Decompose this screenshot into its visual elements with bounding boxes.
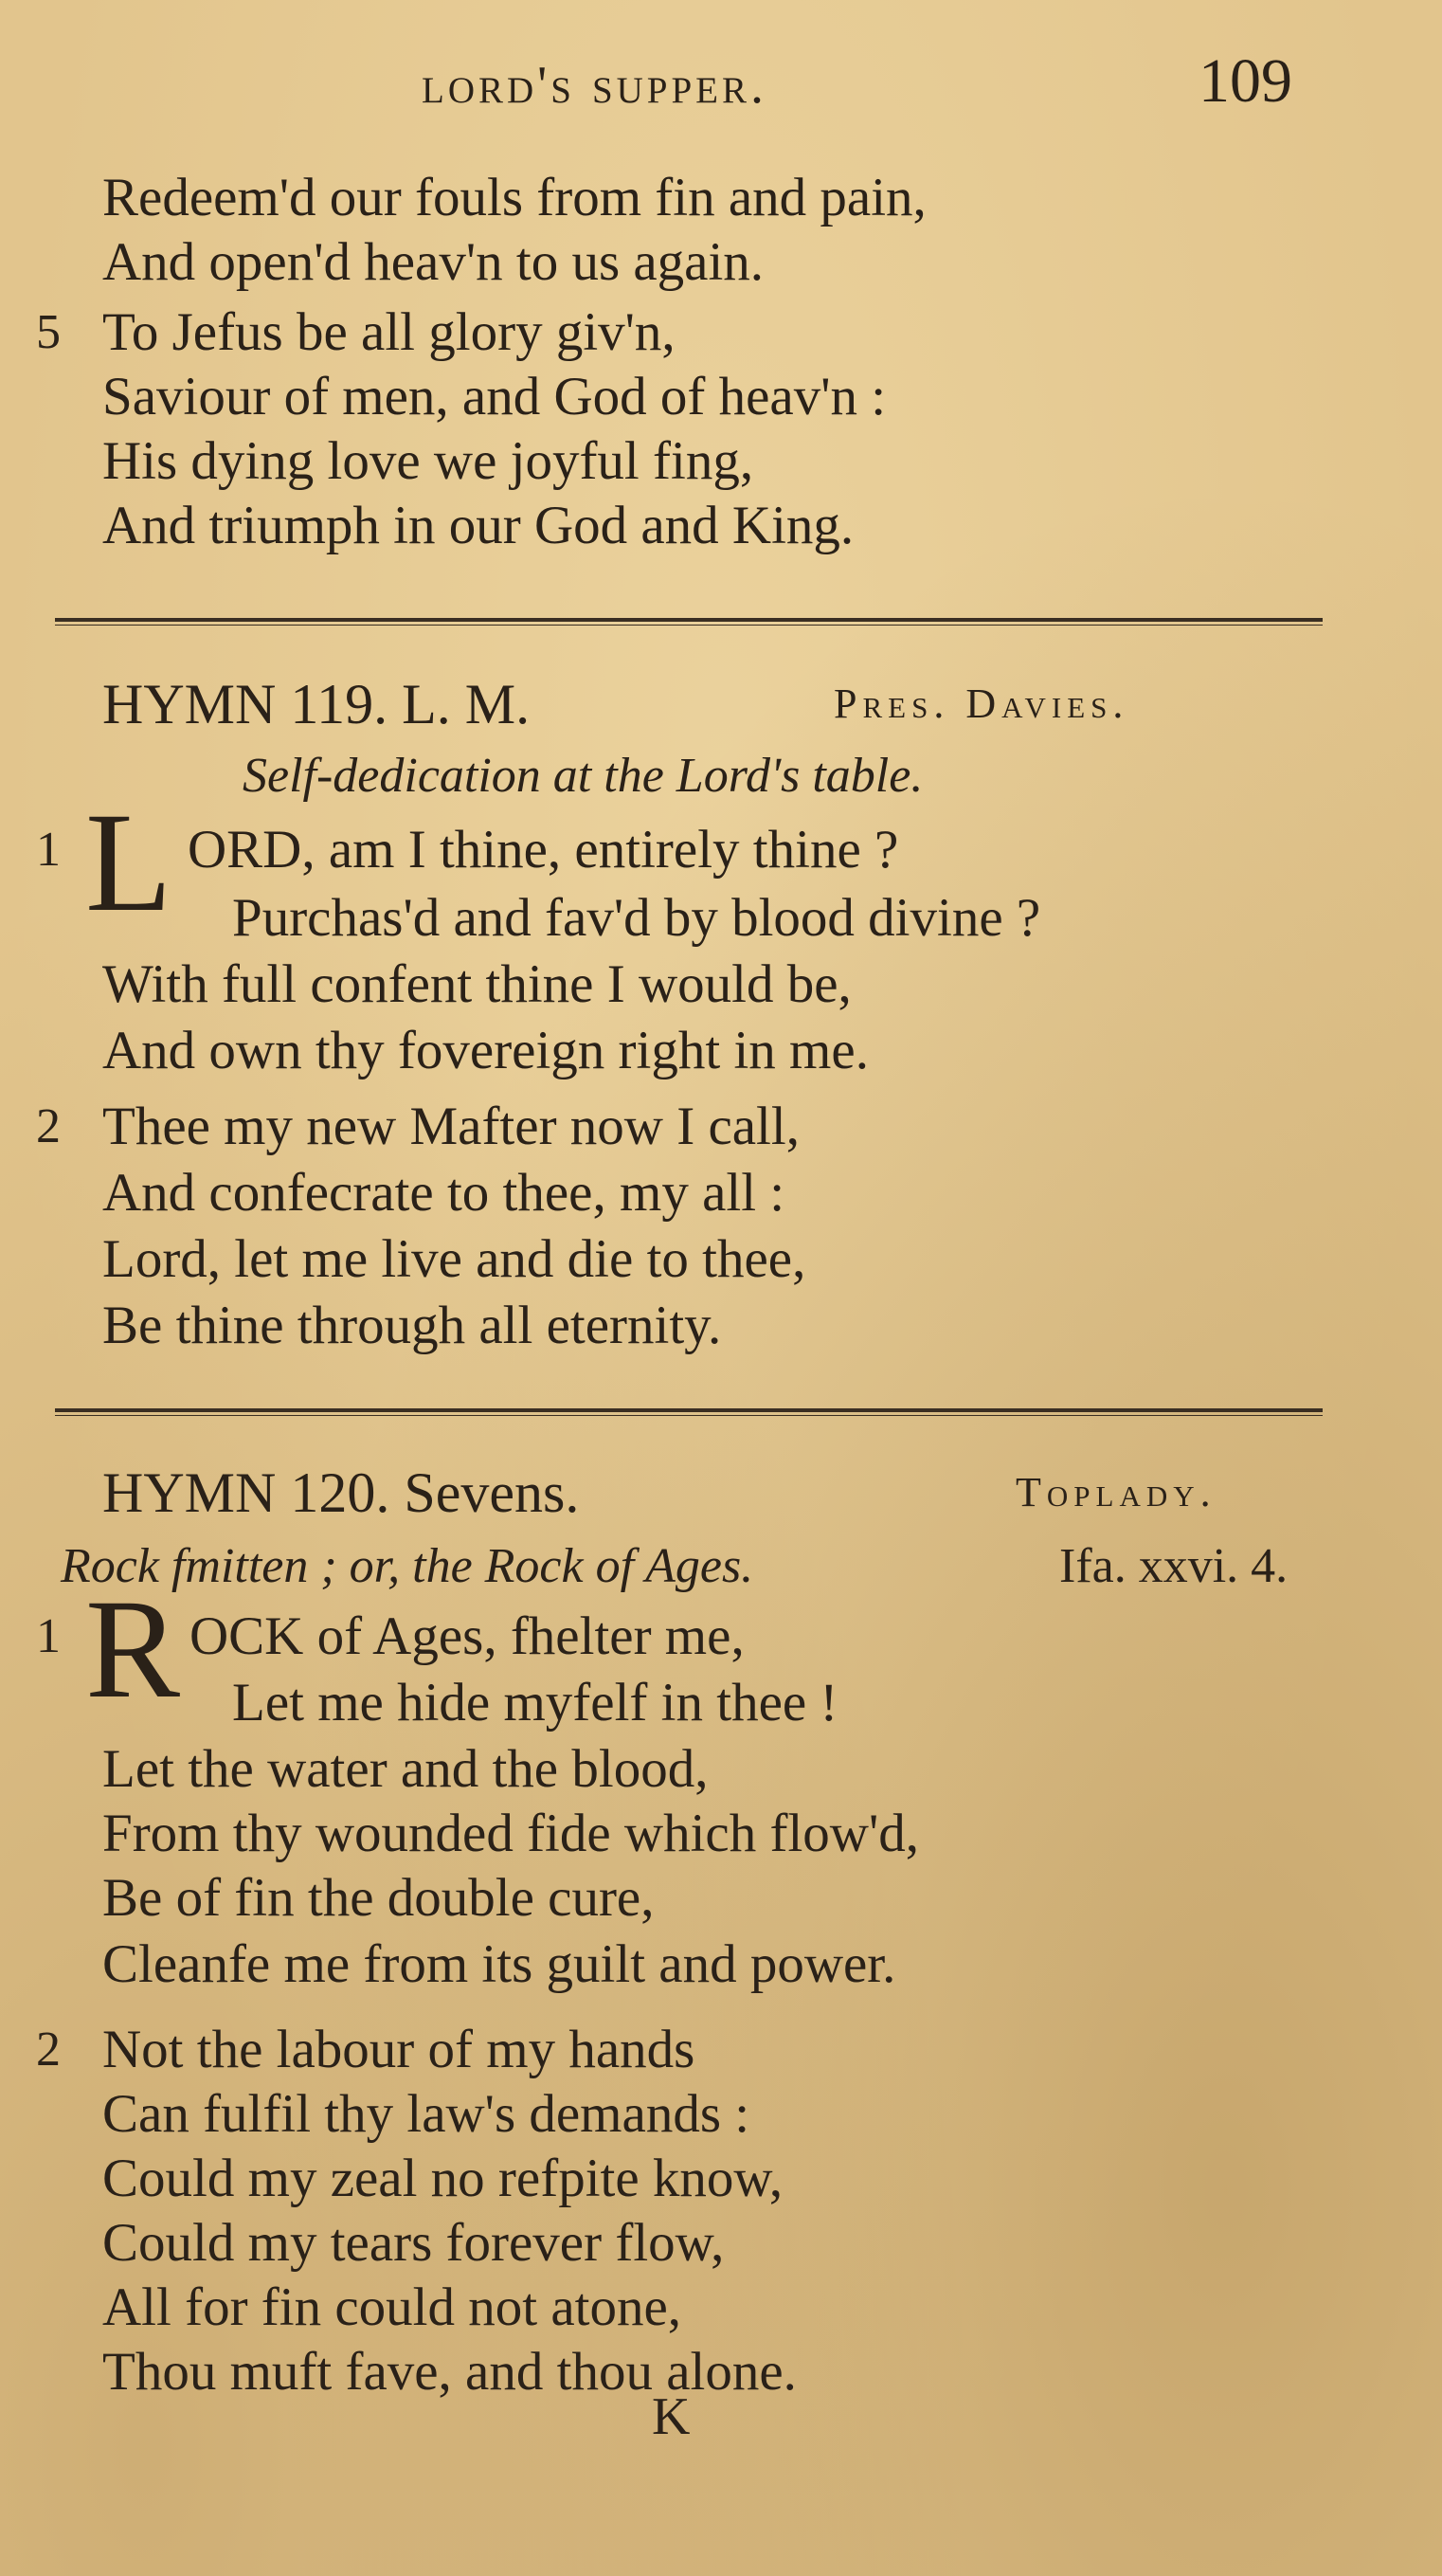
verse-line: And own thy fovereign right in me. <box>102 1021 869 1080</box>
verse-number: 5 <box>36 305 61 359</box>
verse-line: His dying love we joyful fing, <box>102 431 754 491</box>
drop-cap: L <box>85 784 172 941</box>
verse-line: Not the labour of my hands <box>102 2020 695 2079</box>
verse-line: Let me hide myfelf in thee ! <box>232 1673 838 1732</box>
verse-line: Redeem'd our fouls from fin and pain, <box>102 168 927 227</box>
verse-line: Saviour of men, and God of heav'n : <box>102 367 887 426</box>
verse-line: And confecrate to thee, my all : <box>102 1163 785 1223</box>
hymn-title: HYMN 119. L. M. <box>102 673 531 735</box>
verse-line: With full confent thine I would be, <box>102 954 852 1014</box>
verse-line: Can fulfil thy law's demands : <box>102 2084 750 2144</box>
verse-line: Lord, let me live and die to thee, <box>102 1229 806 1289</box>
page-header <box>0 38 1442 123</box>
verse-number: 2 <box>36 1099 61 1153</box>
verse-line: Thou muft fave, and thou alone. <box>102 2342 797 2402</box>
hymn-subtitle: Self-dedication at the Lord's table. <box>243 749 924 803</box>
verse-number: 1 <box>36 1609 61 1663</box>
verse-line: To Jefus be all glory giv'n, <box>102 302 676 362</box>
verse-line: Be thine through all eternity. <box>102 1296 722 1355</box>
section-rule <box>55 1408 1323 1416</box>
section-rule <box>55 618 1323 626</box>
verse-line: From thy wounded fide which flow'd, <box>102 1804 919 1863</box>
hymn-author: Pres. Davies. <box>834 680 1129 727</box>
hymn-subtitle: Rock fmitten ; or, the Rock of Ages. <box>61 1539 754 1593</box>
hymn-title: HYMN 120. Sevens. <box>102 1461 580 1524</box>
verse-line: Let the water and the blood, <box>102 1739 709 1799</box>
signature-mark: K <box>652 2387 691 2446</box>
verse-number: 1 <box>36 823 61 877</box>
scripture-reference: Ifa. xxvi. 4. <box>1059 1539 1289 1593</box>
verse-line: Cleanfe me from its guilt and power. <box>102 1934 896 1994</box>
verse-line: And open'd heav'n to us again. <box>102 232 765 292</box>
verse-number: 2 <box>36 2023 61 2077</box>
verse-line: OCK of Ages, fhelter me, <box>189 1606 745 1666</box>
verse-line: Thee my new Mafter now I call, <box>102 1097 800 1156</box>
running-head: lord's supper. <box>422 56 768 115</box>
verse-line: Be of fin the double cure, <box>102 1868 655 1928</box>
verse-line: All for fin could not atone, <box>102 2277 682 2337</box>
hymn-author: Toplady. <box>1016 1469 1217 1515</box>
verse-line: And triumph in our God and King. <box>102 496 855 555</box>
verse-line: Could my tears forever flow, <box>102 2213 725 2273</box>
verse-line: Could my zeal no refpite know, <box>102 2149 784 2208</box>
verse-line: ORD, am I thine, entirely thine ? <box>188 820 899 880</box>
page-number: 109 <box>1199 46 1292 116</box>
drop-cap: R <box>85 1570 181 1728</box>
verse-line: Purchas'd and fav'd by blood divine ? <box>232 888 1041 948</box>
